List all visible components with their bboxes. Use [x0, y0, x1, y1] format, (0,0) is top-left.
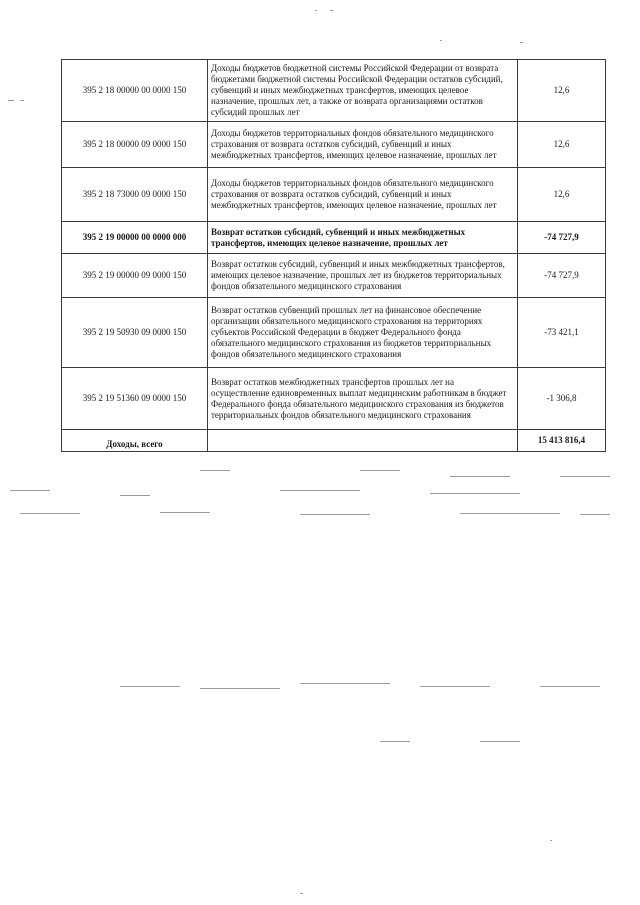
- row-name: Возврат остатков субсидий, субвенций и иных межбюджетных трансфертов, имеющих целевое назначение, прошлых лет из бюджетов территориальных фондов обязательного медицинского страхования: [208, 254, 518, 298]
- total-row: [62, 430, 606, 452]
- table-row: [62, 222, 606, 254]
- table-row: [62, 168, 606, 222]
- row-code: 395 2 19 50930 09 0000 150: [62, 298, 208, 368]
- row-sum: -74 727,9: [518, 254, 606, 298]
- table-row: [62, 298, 606, 368]
- row-sum: 12,6: [518, 168, 606, 222]
- row-name: Возврат остатков межбюджетных трансфертов прошлых лет на осуществление единовременных выплат медицинским работникам в бюджет Федерального фонда обязательного медицинского страхования из бюджетов территориальных фондов обязательного медицинского страхования: [208, 368, 518, 430]
- row-sum: -73 421,1: [518, 298, 606, 368]
- total-label: Доходы, всего: [62, 430, 208, 452]
- row-code: 395 2 19 00000 00 0000 000: [62, 222, 208, 254]
- row-name: Возврат остатков субсидий, субвенций и иных межбюджетных трансфертов, имеющих целевое назначение, прошлых лет: [208, 222, 518, 254]
- revenue-table: [61, 59, 606, 452]
- row-name: Доходы бюджетов территориальных фондов обязательного медицинского страхования от возврата остатков субсидий, субвенций и иных межбюджетных трансфертов, имеющих целевое назначение, прошлых лет: [208, 168, 518, 222]
- table-row: [62, 122, 606, 168]
- row-code: 395 2 18 73000 09 0000 150: [62, 168, 208, 222]
- row-code: 395 2 19 00000 09 0000 150: [62, 254, 208, 298]
- row-name: Доходы бюджетов территориальных фондов обязательного медицинского страхования от возврата остатков субсидий, субвенций и иных межбюджетных трансфертов, имеющих целевое назначение, прошлых лет: [208, 122, 518, 168]
- row-sum: -1 306,8: [518, 368, 606, 430]
- table-row: [62, 60, 606, 122]
- table-row: [62, 254, 606, 298]
- total-empty-cell: [208, 430, 518, 452]
- row-sum: 12,6: [518, 122, 606, 168]
- total-sum: 15 413 816,4: [518, 430, 606, 452]
- row-code: 395 2 18 00000 00 0000 150: [62, 60, 208, 122]
- row-code: 395 2 18 00000 09 0000 150: [62, 122, 208, 168]
- table-row: [62, 368, 606, 430]
- row-name: Доходы бюджетов бюджетной системы Российской Федерации от возврата бюджетами бюджетной системы Российской Федерации остатков субсидий, субвенций и иных межбюджетных трансфертов, имеющих целевое назначение, прошлых лет, а также от возврата организациями остатков субсидий прошлых лет: [208, 60, 518, 122]
- row-sum: -74 727,9: [518, 222, 606, 254]
- row-code: 395 2 19 51360 09 0000 150: [62, 368, 208, 430]
- row-sum: 12,6: [518, 60, 606, 122]
- row-name: Возврат остатков субвенций прошлых лет на финансовое обеспечение организации обязательного медицинского страхования на территориях субъектов Российской Федерации в бюджет Федерального фонда обязательного медицинского страхования из бюджетов территориальных фондов обязательного медицинского страхования: [208, 298, 518, 368]
